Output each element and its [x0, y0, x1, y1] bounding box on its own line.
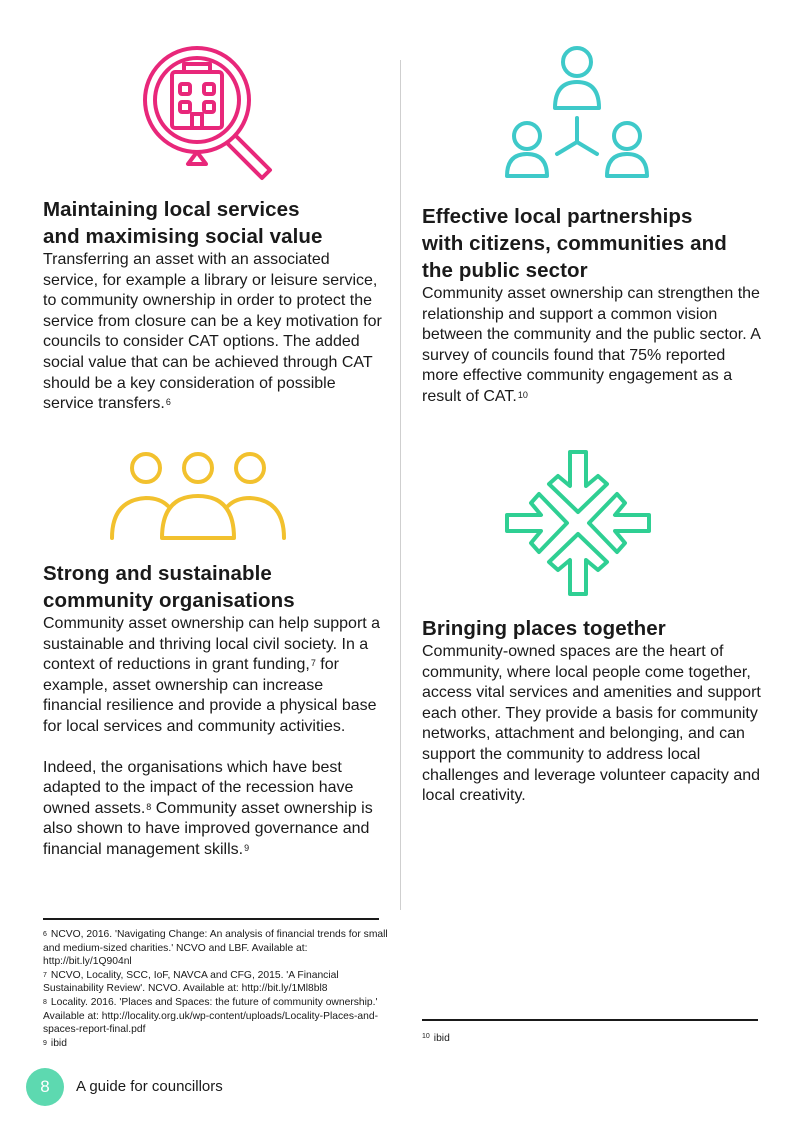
column-divider: [400, 60, 401, 910]
body-places: Community-owned spaces are the heart of community, where local people come together, access vital services and amenities and support each other. They provide a basis for community networks, attachment and belonging, and can support the community to address local challenges and leverage volunteer capacity and local creativity.: [422, 643, 761, 805]
section-partnerships: [422, 203, 762, 408]
body-partnerships: Community asset ownership can strengthen the relationship and support a common vision between the community and the public sector. A survey of councils found that 75% reported more effective community engagement as a result of CAT.$^{10}$: [422, 285, 760, 405]
footnote-rule-right: [422, 1019, 758, 1021]
footnotes-left: [43, 928, 388, 1050]
building-magnifier-icon: [140, 42, 290, 192]
footnote-item: $^8$ Locality. 2016. 'Places and Spaces: the future of community ownership.' Available at: http://locality.org.uk/wp-content/uploads/Locality-Places-and-spaces-report-final.pdf: [43, 996, 379, 1036]
footnote-item: $^9$ ibid: [43, 1037, 67, 1049]
footer-title: A guide for councillors: [76, 1078, 223, 1095]
heading-organisations: Strong and sustainable community organisations: [43, 562, 295, 612]
people-group-icon: [108, 450, 288, 545]
body-organisations-1: Community asset ownership can help support a sustainable and thriving local civil society. In a context of reductions in grant funding,$^7$ for example, asset ownership can increase financial resilience and provide a physical base for local services and community activities.: [43, 615, 381, 735]
section-organisations: [43, 560, 383, 861]
heading-places: Bringing places together: [422, 617, 666, 640]
heading-services: Maintaining local services and maximising social value: [43, 198, 323, 248]
section-places: [422, 615, 762, 807]
footnote-item: $^6$ NCVO, 2016. 'Navigating Change: An analysis of financial trends for small and medium-sized charities.' NCVO and LBF. Available at: http://bit.ly/1Q904nl: [43, 929, 388, 968]
page-number-badge: 8: [26, 1068, 64, 1106]
people-network-icon: [505, 40, 650, 190]
footnote-item: $^7$ NCVO, Locality, SCC, IoF, NAVCA and CFG, 2015. 'A Financial Sustainability Review'. NCVO. Available at: http://bit.ly/1Ml8bl8: [43, 969, 339, 995]
footnote-right: $^{10}$ ibid: [422, 1033, 450, 1044]
footnote-rule-left: [43, 918, 379, 920]
body-services: Transferring an asset with an associated service, for example a library or leisure service, to community ownership in order to protect the service from closure can be a key motivation for councils to consider CAT options. The added social value that can be achieved through CAT should be a key consideration of possible service transfers.$^6$: [43, 251, 382, 413]
section-services: [43, 196, 383, 415]
heading-partnerships: Effective local partnerships with citizens, communities and the public sector: [422, 205, 727, 282]
converging-arrows-icon: [503, 448, 653, 598]
body-organisations-2: Indeed, the organisations which have best adapted to the impact of the recession have owned assets.$^8$ Community asset ownership is also shown to have improved governance and financial management skills.$^9$: [43, 758, 373, 858]
